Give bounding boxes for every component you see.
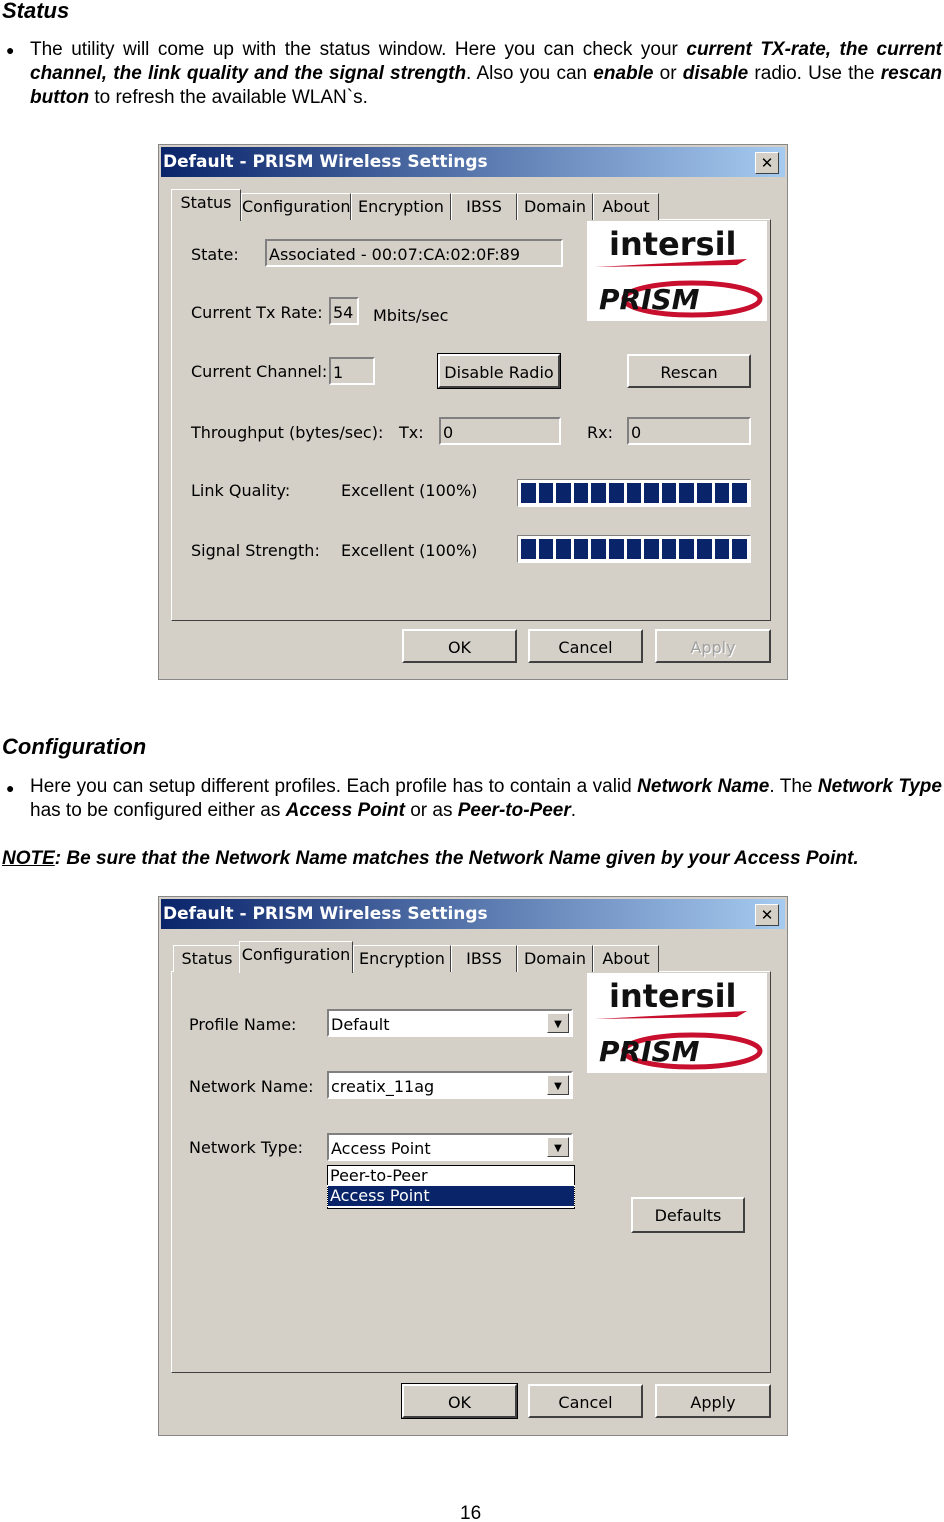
status-heading: Status: [2, 0, 70, 23]
bar-segment: [679, 483, 694, 503]
close-button[interactable]: ✕: [755, 904, 779, 926]
bar-segment: [591, 539, 606, 559]
intersil-prism-logo: [587, 973, 767, 1073]
configuration-paragraph: [30, 775, 942, 823]
ok-button[interactable]: OK: [402, 1384, 517, 1418]
svg-text:intersil: intersil: [609, 225, 737, 263]
tab-encryption[interactable]: Encryption: [353, 945, 451, 972]
ok-button[interactable]: OK: [402, 629, 517, 663]
tab-status[interactable]: Status: [171, 189, 241, 221]
state-field: Associated - 00:07:CA:02:0F:89: [265, 239, 563, 267]
tx-field: 0: [439, 417, 561, 445]
page-number: 16: [460, 1503, 482, 1522]
rescan-button[interactable]: Rescan: [627, 354, 751, 388]
throughput-label: Throughput (bytes/sec):: [191, 423, 384, 442]
bar-segment: [521, 539, 536, 559]
note-label: NOTE: [2, 848, 55, 869]
tx-rate-field: 54: [329, 297, 359, 325]
bar-segment: [627, 483, 642, 503]
combo-value: Default: [331, 1015, 390, 1034]
channel-field: 1: [329, 357, 375, 385]
network-name-label: Network Name:: [189, 1077, 314, 1096]
title-bar: [161, 147, 785, 177]
tab-encryption[interactable]: Encryption: [351, 193, 451, 220]
dialog-title: Default - PRISM Wireless Settings: [163, 152, 488, 172]
bar-segment: [679, 539, 694, 559]
text-run: enable: [593, 63, 654, 84]
note-text: : Be sure that the Network Name matches the Network Name given by your Access Point.: [54, 848, 859, 869]
tab-domain[interactable]: Domain: [517, 945, 593, 972]
bar-segment: [574, 539, 589, 559]
text-run: rescan button: [30, 63, 943, 108]
combo-value: Access Point: [331, 1139, 431, 1158]
signal-strength-bar: [517, 535, 751, 563]
bar-segment: [539, 483, 554, 503]
text-run: .: [570, 800, 577, 821]
bullet-icon: ●: [6, 42, 15, 58]
dialog-title: Default - PRISM Wireless Settings: [163, 904, 488, 924]
apply-button[interactable]: Apply: [655, 1384, 771, 1418]
text-run: disable: [682, 63, 749, 84]
state-label: State:: [191, 245, 239, 264]
text-run: The utility will come up with the status window. Here you can check your: [30, 39, 687, 60]
text-run: has to be configured either as: [30, 800, 286, 821]
bar-segment: [644, 539, 659, 559]
profile-name-combo[interactable]: [327, 1009, 573, 1037]
bar-segment: [609, 539, 624, 559]
title-bar: [161, 899, 785, 929]
tx-label: Tx:: [399, 423, 424, 442]
text-run: radio. Use the: [748, 63, 881, 84]
signal-strength-label: Signal Strength:: [191, 541, 320, 560]
bar-segment: [732, 483, 747, 503]
svg-text:PRISM: PRISM: [599, 1035, 700, 1068]
channel-label: Current Channel:: [191, 362, 328, 381]
chevron-down-icon[interactable]: ▼: [547, 1013, 569, 1033]
network-type-combo[interactable]: [327, 1133, 573, 1161]
svg-text:intersil: intersil: [609, 977, 737, 1015]
text-run: to refresh the available WLAN`s.: [89, 87, 368, 108]
bar-segment: [732, 539, 747, 559]
bar-segment: [644, 483, 659, 503]
chevron-down-icon[interactable]: ▼: [547, 1137, 569, 1157]
link-quality-bar: [517, 479, 751, 507]
bar-segment: [715, 539, 730, 559]
bar-segment: [539, 539, 554, 559]
rx-label: Rx:: [587, 423, 613, 442]
cancel-button[interactable]: Cancel: [528, 1384, 643, 1418]
disable-radio-button[interactable]: Disable Radio: [438, 354, 560, 388]
text-run: Network Type: [817, 776, 942, 797]
tab-about[interactable]: About: [593, 193, 659, 220]
tab-ibss[interactable]: IBSS: [451, 193, 517, 220]
bar-segment: [662, 539, 677, 559]
tab-configuration[interactable]: Configuration: [239, 941, 353, 973]
tab-status[interactable]: Status: [173, 945, 241, 972]
option-access-point[interactable]: Access Point: [328, 1186, 574, 1206]
option-peer-to-peer[interactable]: Peer-to-Peer: [330, 1166, 428, 1185]
status-paragraph: [30, 38, 942, 110]
signal-strength-value: Excellent (100%): [341, 541, 478, 560]
close-button[interactable]: ✕: [755, 152, 779, 174]
rx-field: 0: [627, 417, 751, 445]
apply-button[interactable]: Apply: [655, 629, 771, 663]
bar-segment: [627, 539, 642, 559]
intersil-prism-logo: [587, 221, 767, 321]
text-run: Peer-to-Peer: [457, 800, 571, 821]
text-run: current TX-rate, the current channel, the link quality and the signal strength: [30, 39, 942, 84]
text-run: or as: [404, 800, 458, 821]
link-quality-value: Excellent (100%): [341, 481, 478, 500]
defaults-button[interactable]: Defaults: [631, 1197, 745, 1233]
text-run: . The: [769, 776, 818, 797]
text-run: Here you can setup different profiles. Each profile has to contain a valid: [30, 776, 638, 797]
bar-segment: [609, 483, 624, 503]
bar-segment: [662, 483, 677, 503]
status-dialog: [158, 144, 788, 680]
profile-name-label: Profile Name:: [189, 1015, 297, 1034]
cancel-button[interactable]: Cancel: [528, 629, 643, 663]
link-quality-label: Link Quality:: [191, 481, 291, 500]
bar-segment: [521, 483, 536, 503]
tab-configuration[interactable]: Configuration: [241, 193, 351, 220]
bar-segment: [697, 483, 712, 503]
chevron-down-icon[interactable]: ▼: [547, 1075, 569, 1095]
bullet-icon: ●: [6, 780, 15, 796]
bar-segment: [697, 539, 712, 559]
tab-domain[interactable]: Domain: [517, 193, 593, 220]
bar-segment: [574, 483, 589, 503]
note: [2, 848, 859, 870]
tx-rate-label: Current Tx Rate:: [191, 303, 323, 322]
tx-rate-unit: Mbits/sec: [373, 306, 449, 325]
bar-segment: [591, 483, 606, 503]
bar-segment: [715, 483, 730, 503]
bar-segment: [556, 539, 571, 559]
network-type-dropdown: [327, 1165, 575, 1209]
text-run: Access Point: [285, 800, 405, 821]
network-name-combo[interactable]: [327, 1071, 573, 1099]
configuration-dialog: [158, 896, 788, 1436]
configuration-heading: Configuration: [2, 734, 147, 759]
text-run: Network Name: [637, 776, 770, 797]
network-type-label: Network Type:: [189, 1138, 304, 1157]
svg-text:PRISM: PRISM: [599, 283, 700, 316]
text-run: . Also you can: [466, 63, 594, 84]
tab-about[interactable]: About: [593, 945, 659, 972]
text-run: or: [653, 63, 683, 84]
bar-segment: [556, 483, 571, 503]
combo-value: creatix_11ag: [331, 1077, 435, 1096]
tab-ibss[interactable]: IBSS: [451, 945, 517, 972]
